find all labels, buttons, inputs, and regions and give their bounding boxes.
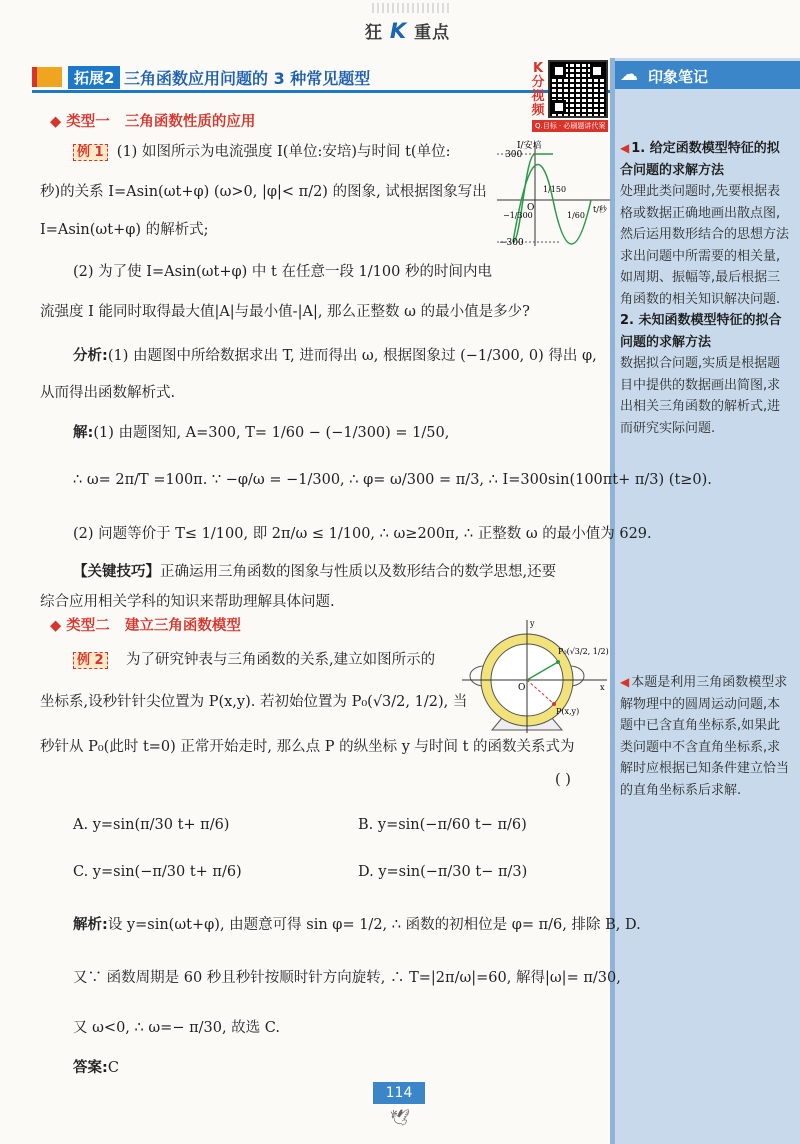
option-b: B. y=sin(−π/60 t− π/6) [358, 817, 527, 833]
ex1-line4: (2) 为了使 I=Asin(ωt+φ) 中 t 在任意一段 1/100 秒的时间内电 [73, 264, 492, 280]
note-3: ◀ 本题是利用三角函数模型求解物理中的圆周运动问题,本题中已含直角坐标系,如果此类问题中不含直角坐标系,求解时应根据已知条件建立恰当的直角坐标系后求解. [620, 675, 790, 798]
bird-icon: 🕊 [390, 1108, 411, 1127]
clock-y-label: y [530, 619, 535, 628]
ex1-line2: 秒)的关系 I=Asin(ωt+φ) (ω>0, |φ|< π/2) 的图象, 试根据图象写出 [40, 184, 487, 200]
video-k-label: K分视频 [531, 61, 545, 118]
ex1-analysis-2: 从而得出函数解析式. [40, 385, 176, 401]
ex2-tag: 例 2 [73, 652, 108, 669]
ex2-answer: 答案:C [73, 1060, 119, 1076]
header-decor [372, 3, 452, 13]
clock-p0-label: P₀(√3/2, 1/2) [558, 647, 609, 656]
graph1-origin: O [527, 203, 535, 213]
section-tag: 拓展2 [68, 66, 120, 89]
key-tip-1: 【关键技巧】正确运用三角函数的图象与性质以及数形结合的数学思想,还要 [73, 564, 557, 580]
option-c: C. y=sin(−π/30 t+ π/6) [73, 864, 242, 880]
graph1-ymax: 300 [505, 150, 523, 160]
option-d: D. y=sin(−π/30 t− π/3) [358, 864, 528, 880]
ex2-line2: 坐标系,设秒针针尖位置为 P(x,y). 若初始位置为 P₀(√3/2, 1/2), 当 [40, 694, 468, 710]
ex2-line3: 秒针从 P₀(此时 t=0) 正常开始走时, 那么点 P 的纵坐标 y 与时间 t 的函数关系式为 [40, 739, 575, 755]
graph1-tick3: 1/60 [567, 211, 585, 220]
clock-p-label: P(x,y) [556, 707, 580, 716]
graph1-curve [513, 164, 591, 244]
note-2-body: 数据拟合问题,实质是根据题目中提供的数据画出简图,求出相关三角函数的解析式,进而研究实际问题. [620, 356, 781, 436]
ex2-analysis-1: 解析:设 y=sin(ωt+φ), 由题意可得 sin φ= 1/2, ∴ 函数的初相位是 φ= π/6, 排除 B, D. [73, 917, 641, 933]
ex1-line1: 例 1 (1) 如图所示为电流强度 I(单位:安培)与时间 t(单位: [73, 142, 450, 163]
ex1-tag: 例 1 [73, 144, 108, 161]
ex1-line3: I=Asin(ωt+φ) 的解析式; [40, 222, 209, 238]
elephant-icon: ☁ [620, 64, 638, 85]
section-title: 三角函数应用问题的 3 种常见题型 [124, 69, 371, 88]
note-3-body: 本题是利用三角函数模型求解物理中的圆周运动问题,本题中已含直角坐标系,如果此类问题中不含直角坐标系,求解时应根据已知条件建立恰当的直角坐标系后求解. [620, 675, 790, 798]
type2-heading: ◆ 类型二 建立三角函数模型 [50, 618, 241, 634]
ex1-solution-1: 解:(1) 由题图知, A=300, T= 1/60 − (−1/300) = 1/50, [73, 425, 450, 441]
ex1-solution-3: (2) 问题等价于 T≤ 1/100, 即 2π/ω ≤ 1/100, ∴ ω≥200π, ∴ 正整数 ω 的最小值为 629. [73, 526, 652, 542]
type1-heading: ◆ 类型一 三角函数性质的应用 [50, 114, 256, 130]
note-1-title: 1. 给定函数模型特征的拟合问题的求解方法 [620, 141, 780, 178]
clock-origin: O [518, 683, 526, 693]
clock-x-label: x [600, 683, 605, 692]
note-2-title: 2. 未知函数模型特征的拟合问题的求解方法 [620, 313, 782, 350]
page-number: 114 [373, 1082, 425, 1104]
graph1-ylabel: I/安培 [517, 141, 542, 151]
ex1-line5: 流强度 I 能同时取得最大值|A|与最小值-|A|, 那么正整数 ω 的最小值是多少? [40, 304, 530, 320]
brand-logo: 狂 K 重点 [365, 19, 451, 43]
ex2-analysis-2: 又∵ 函数周期是 60 秒且秒针按顺时针方向旋转, ∴ T=|2π/ω|=60, 解得|ω|= π/30, [73, 970, 621, 986]
note-1: ◀ 1. 给定函数模型特征的拟合问题的求解方法 处理此类问题时,先要根据表格或数据正确地画出散点图,然后运用数形结合的思想方法求出问题中所需要的相关量,如周期、振幅等,最后根据三角函数的相关知识解决问题. 2. 未知函数模型特征的拟合问题的求解方法 数据拟合问题,实质是根据题目中提供的数据画出简图,求出相关三角函数的解析式,进而研究实际问题. [620, 141, 790, 436]
ex2-answer-paren: ( ) [555, 772, 571, 788]
notes-title: 印象笔记 [648, 68, 709, 86]
key-tip-2: 综合应用相关学科的知识来帮助理解具体问题. [40, 594, 335, 610]
note-1-body: 处理此类问题时,先要根据表格或数据正确地画出散点图,然后运用数形结合的思想方法求出问题中所需要的相关量,如周期、振幅等,最后根据三角函数的相关知识解决问题. [620, 184, 790, 307]
option-a: A. y=sin(π/30 t+ π/6) [73, 817, 230, 833]
ex2-analysis-3: 又 ω<0, ∴ ω=− π/30, 故选 C. [73, 1020, 280, 1036]
ex2-line1: 例 2 为了研究钟表与三角函数的关系,建立如图所示的 [73, 650, 435, 671]
graph1-tick1: −1/300 [503, 211, 533, 220]
clock-diagram [462, 618, 612, 733]
qr-caption: Q.目标 · 必刷题讲代案 [532, 120, 608, 132]
qr-code[interactable] [548, 60, 608, 118]
graph1-xlabel: t/秒 [593, 205, 607, 214]
graph1-ymin: −300 [499, 238, 524, 248]
current-graph [495, 138, 615, 250]
point-p0 [556, 660, 560, 664]
graph1-tick2: 1/150 [543, 185, 567, 194]
ex1-solution-2: ∴ ω= 2π/T =100π. ∵ −φ/ω = −1/300, ∴ φ= ω/300 = π/3, ∴ I=300sin(100πt+ π/3) (t≥0). [73, 472, 712, 488]
ex1-analysis-1: 分析:(1) 由题图中所给数据求出 T, 进而得出 ω, 根据图象过 (−1/300, 0) 得出 φ, [73, 348, 597, 364]
point-p [552, 702, 556, 706]
section-divider [32, 90, 615, 93]
book-icon [32, 67, 62, 87]
